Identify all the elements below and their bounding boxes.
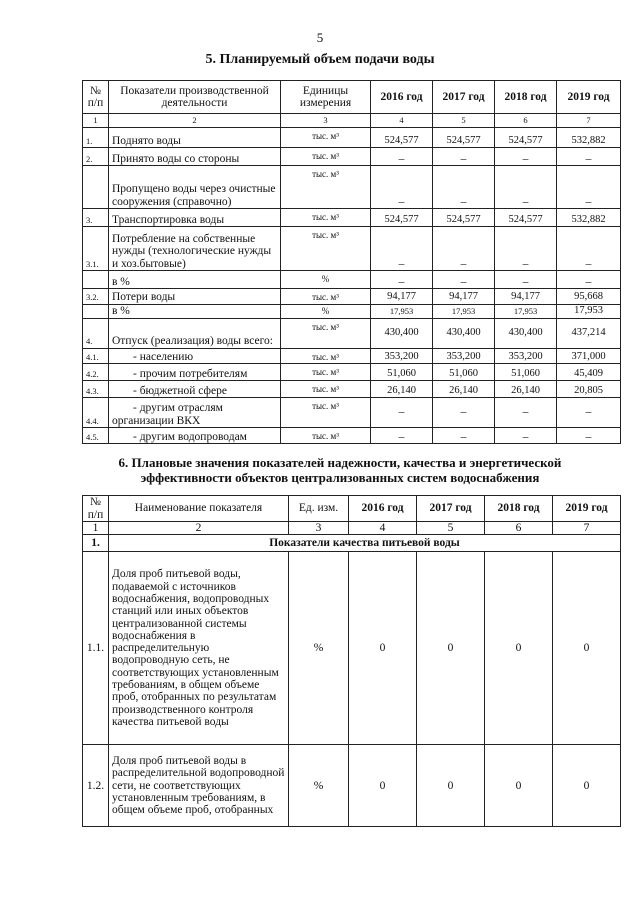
table-row — [83, 552, 621, 745]
value-2018: 17,953 — [495, 304, 557, 318]
value-2018: 524,577 — [495, 209, 557, 227]
value-2017: 17,953 — [433, 304, 495, 318]
row-name-line1: - другим отраслям — [133, 402, 223, 414]
value-2018: 524,577 — [495, 128, 557, 148]
row-name: - прочим потребителям — [109, 364, 281, 381]
value-2019: 371,000 — [557, 348, 621, 364]
column-number-row — [83, 522, 621, 535]
col-number: 1 — [83, 114, 109, 128]
row-number — [83, 304, 109, 318]
row-number: 3.2. — [83, 289, 109, 305]
value-2018: – — [495, 398, 557, 428]
row-unit: тыс. м³ — [281, 148, 371, 166]
value-2019: – — [557, 428, 621, 444]
table-row — [83, 318, 621, 348]
row-name: Поднято воды — [109, 128, 281, 148]
table-row — [83, 289, 621, 305]
value-2017: 26,140 — [433, 381, 495, 398]
row-name: - населению — [109, 348, 281, 364]
value-2019: 20,805 — [557, 381, 621, 398]
row-unit: тыс. м³ — [281, 364, 371, 381]
value-2016: 524,577 — [371, 128, 433, 148]
col-number: 6 — [485, 522, 553, 535]
header-cell: 2018 год — [495, 81, 557, 114]
header-cell: 2019 год — [557, 81, 621, 114]
row-unit: % — [281, 271, 371, 289]
value-2018: 430,400 — [495, 318, 557, 348]
header-cell: Единицы измерения — [281, 81, 371, 114]
row-name: - бюджетной сфере — [109, 381, 281, 398]
row-name: в % — [109, 271, 281, 289]
row-number: 1.2. — [83, 745, 109, 827]
value-2017: 430,400 — [433, 318, 495, 348]
group-number: 1. — [83, 535, 109, 552]
value-2017: 0 — [417, 745, 485, 827]
column-number-row — [83, 114, 621, 128]
row-unit: % — [281, 304, 371, 318]
value-2016: – — [371, 227, 433, 271]
value-2017: 0 — [417, 552, 485, 745]
header-cell: 2017 год — [433, 81, 495, 114]
value-2018: 0 — [485, 552, 553, 745]
header-cell: 2016 год — [371, 81, 433, 114]
table-row — [83, 428, 621, 444]
row-name: Отпуск (реализация) воды всего: — [109, 318, 281, 348]
value-2016: 17,953 — [371, 304, 433, 318]
header-cell: 2017 год — [417, 496, 485, 522]
value-2018: – — [495, 428, 557, 444]
row-unit: тыс. м³ — [281, 428, 371, 444]
value-2016: – — [371, 398, 433, 428]
row-unit: тыс. м³ — [281, 348, 371, 364]
row-number: 1. — [83, 128, 109, 148]
value-2016: 26,140 — [371, 381, 433, 398]
group-row — [83, 535, 621, 552]
value-2017: 353,200 — [433, 348, 495, 364]
col-number: 7 — [557, 114, 621, 128]
table-row — [83, 166, 621, 209]
row-unit: % — [289, 552, 349, 745]
value-2017: 51,060 — [433, 364, 495, 381]
value-2019: 45,409 — [557, 364, 621, 381]
row-name: Транспортировка воды — [109, 209, 281, 227]
row-unit: тыс. м³ — [281, 209, 371, 227]
value-2019: – — [557, 398, 621, 428]
col-number: 2 — [109, 522, 289, 535]
row-number: 3.1. — [83, 227, 109, 271]
value-2018: 26,140 — [495, 381, 557, 398]
table-row — [83, 745, 621, 827]
table-row — [83, 304, 621, 318]
table-row — [83, 398, 621, 428]
row-unit: тыс. м³ — [281, 128, 371, 148]
section6-title-line1: 6. Плановые значения показателей надежности, качества и энергетической — [118, 455, 562, 470]
value-2017: 94,177 — [433, 289, 495, 305]
value-2019: 17,953 — [557, 304, 621, 318]
value-2018: 51,060 — [495, 364, 557, 381]
value-2018: 94,177 — [495, 289, 557, 305]
value-2019: 0 — [553, 745, 621, 827]
table-row — [83, 381, 621, 398]
row-number — [83, 166, 109, 209]
value-2018: – — [495, 166, 557, 209]
row-unit: % — [289, 745, 349, 827]
row-name: Доля проб питьевой воды, подаваемой с источников водоснабжения, водопроводных станций или иных объектов централизованной системы водоснабжения в распределительную водопроводную сеть, не соответствующих установленным требованиям, в общем объеме проб, отобранных по результатам производственного контроля качества питьевой воды — [109, 552, 289, 745]
row-number: 3. — [83, 209, 109, 227]
value-2018: – — [495, 227, 557, 271]
value-2017: – — [433, 398, 495, 428]
value-2016: 0 — [349, 552, 417, 745]
col-number: 2 — [109, 114, 281, 128]
value-2018: – — [495, 271, 557, 289]
header-cell: Ед. изм. — [289, 496, 349, 522]
col-number: 5 — [417, 522, 485, 535]
value-2016: 94,177 — [371, 289, 433, 305]
table-row — [83, 364, 621, 381]
row-number: 4.1. — [83, 348, 109, 364]
row-number: 4.4. — [83, 398, 109, 428]
row-name: Пропущено воды через очистные сооружения (справочно) — [109, 166, 281, 209]
value-2019: 95,668 — [557, 289, 621, 305]
header-cell: Показатели производственной деятельности — [109, 81, 281, 114]
col-number: 3 — [281, 114, 371, 128]
value-2016: 353,200 — [371, 348, 433, 364]
row-unit: тыс. м³ — [281, 381, 371, 398]
col-number: 1 — [83, 522, 109, 535]
table-header-row — [83, 81, 621, 114]
water-supply-table — [82, 80, 621, 444]
table-row — [83, 348, 621, 364]
value-2016: – — [371, 148, 433, 166]
value-2016: 524,577 — [371, 209, 433, 227]
value-2016: – — [371, 166, 433, 209]
header-cell: № п/п — [83, 496, 109, 522]
value-2019: – — [557, 227, 621, 271]
value-2017: – — [433, 148, 495, 166]
col-number: 7 — [553, 522, 621, 535]
row-name: в % — [109, 304, 281, 318]
header-cell: № п/п — [83, 81, 109, 114]
row-number: 4.2. — [83, 364, 109, 381]
value-2017: – — [433, 227, 495, 271]
section5-title: 5. Планируемый объем подачи воды — [205, 52, 435, 67]
value-2017: – — [433, 428, 495, 444]
row-unit: тыс. м³ — [281, 318, 371, 348]
header-cell: 2018 год — [485, 496, 553, 522]
value-2018: 353,200 — [495, 348, 557, 364]
value-2016: – — [371, 271, 433, 289]
value-2017: 524,577 — [433, 128, 495, 148]
row-unit: тыс. м³ — [281, 398, 371, 428]
row-number: 4.5. — [83, 428, 109, 444]
col-number: 4 — [349, 522, 417, 535]
value-2019: 532,882 — [557, 209, 621, 227]
value-2017: 524,577 — [433, 209, 495, 227]
col-number: 5 — [433, 114, 495, 128]
row-number: 2. — [83, 148, 109, 166]
value-2019: – — [557, 271, 621, 289]
value-2016: 430,400 — [371, 318, 433, 348]
row-number: 4. — [83, 318, 109, 348]
value-2016: – — [371, 428, 433, 444]
value-2017: – — [433, 166, 495, 209]
value-2016: 0 — [349, 745, 417, 827]
row-unit: тыс. м³ — [281, 166, 371, 209]
row-number: 4.3. — [83, 381, 109, 398]
col-number: 3 — [289, 522, 349, 535]
row-name: Принято воды со стороны — [109, 148, 281, 166]
header-cell: Наименование показателя — [109, 496, 289, 522]
value-2017: – — [433, 271, 495, 289]
row-number — [83, 271, 109, 289]
section6-title-line2: эффективности объектов централизованных систем водоснабжения — [140, 470, 540, 485]
table-row — [83, 148, 621, 166]
value-2018: 0 — [485, 745, 553, 827]
row-name: Потери воды — [109, 289, 281, 305]
header-cell: 2019 год — [553, 496, 621, 522]
table-header-row — [83, 496, 621, 522]
table-row — [83, 227, 621, 271]
value-2019: – — [557, 166, 621, 209]
group-title: Показатели качества питьевой воды — [109, 535, 621, 552]
page-number: 5 — [316, 30, 324, 45]
row-number: 1.1. — [83, 552, 109, 745]
section6-title — [60, 455, 620, 485]
row-unit: тыс. м³ — [281, 227, 371, 271]
col-number: 4 — [371, 114, 433, 128]
table-row — [83, 271, 621, 289]
value-2019: 532,882 — [557, 128, 621, 148]
row-name: Доля проб питьевой воды в распределительной водопроводной сети, не соответствующих установленным требованиям, в общем объеме проб, отобранных — [109, 745, 289, 827]
value-2019: 0 — [553, 552, 621, 745]
row-name-line2: организации ВКХ — [112, 414, 201, 427]
row-unit: тыс. м³ — [281, 289, 371, 305]
row-name: Потребление на собственные нужды (технологические нужды и хоз.бытовые) — [109, 227, 281, 271]
value-2019: 437,214 — [557, 318, 621, 348]
header-cell: 2016 год — [349, 496, 417, 522]
indicators-table — [82, 495, 621, 827]
value-2019: – — [557, 148, 621, 166]
value-2016: 51,060 — [371, 364, 433, 381]
value-2018: – — [495, 148, 557, 166]
table-row — [83, 209, 621, 227]
table-row — [83, 128, 621, 148]
col-number: 6 — [495, 114, 557, 128]
row-name — [109, 398, 281, 428]
row-name: - другим водопроводам — [109, 428, 281, 444]
